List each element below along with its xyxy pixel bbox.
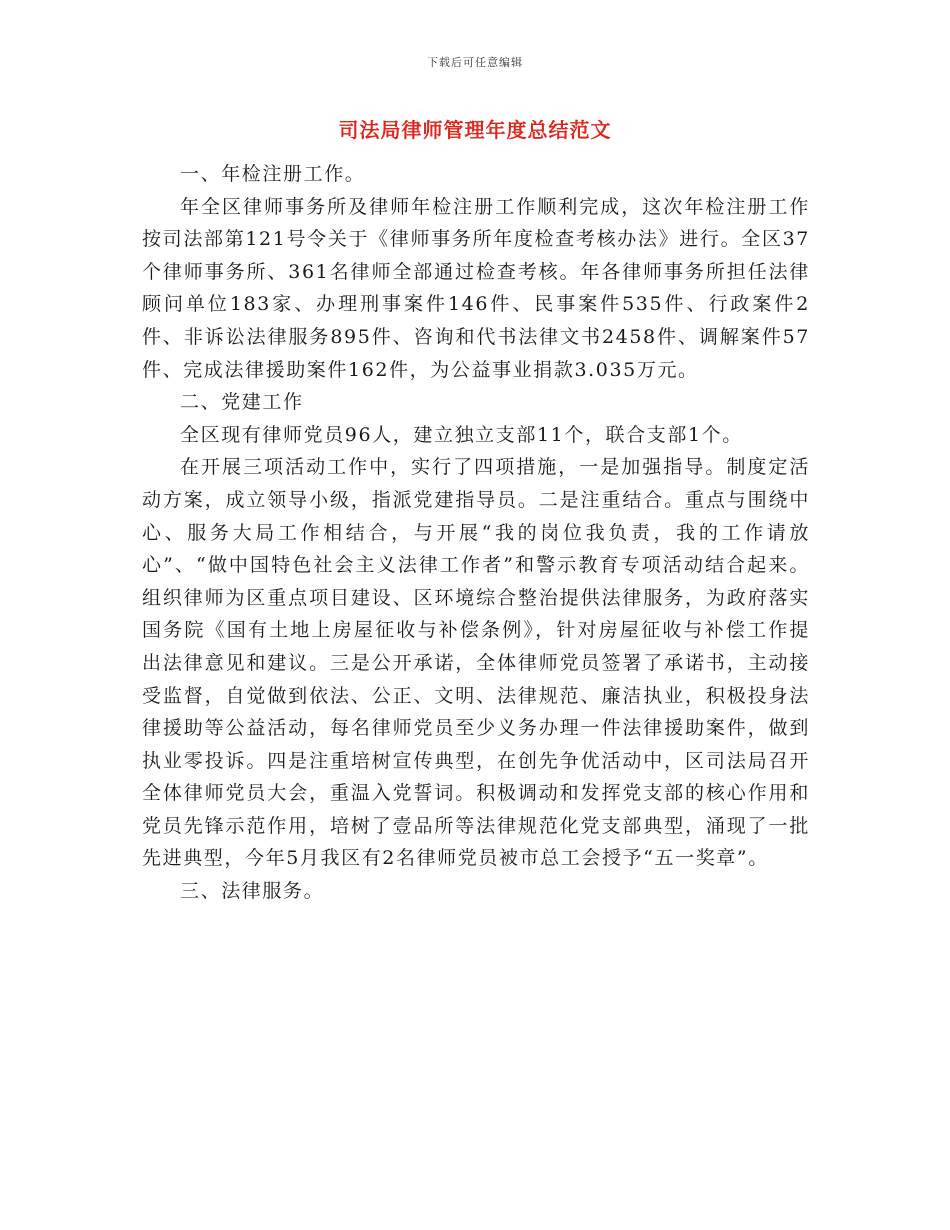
paragraph-annual-registration: 年全区律师事务所及律师年检注册工作顺利完成，这次年检注册工作按司法部第121号令关于《律师事务所年度检查考核办法》进行。全区37个律师事务所、361名律师全部通过检查考核。年各律师事务所担任法律顾问单位183家、办理刑事案件146件、民事案件535件、行政案件2件、非诉讼法律服务895件、咨询和代书法律文书2458件、调解案件57件、完成法律援助案件162件，为公益事业捐款3.035万元。 [142,195,810,381]
paragraph-party-activities: 在开展三项活动工作中，实行了四项措施，一是加强指导。制度定活动方案，成立领导小级，指派党建指导员。二是注重结合。重点与围绕中心、服务大局工作相结合，与开展“我的岗位我负责，我的工作请放心”、“做中国特色社会主义法律工作者”和警示教育专项活动结合起来。组织律师为区重点项目建设、区环境综合整治提供法律服务，为政府落实国务院《国有土地上房屋征收与补偿条例》，针对房屋征收与补偿工作提出法律意见和建议。三是公开承诺，全体律师党员签署了承诺书，主动接受监督，自觉做到依法、公正、文明、法律规范、廉洁执业，积极投身法律援助等公益活动，每名律师党员至少义务办理一件法律援助案件，做到执业零投诉。四是注重培树宣传典型，在创先争优活动中，区司法局召开全体律师党员大会，重温入党誓词。积极调动和发挥党支部的核心作用和党员先锋示范作用，培树了壹品所等法律规范化党支部典型，涌现了一批先进典型，今年5月我区有2名律师党员被市总工会授予“五一奖章”。 [142,456,810,870]
document-body [142,158,810,908]
document-title: 司法局律师管理年度总结范文 [338,118,612,142]
paragraph-party-members: 全区现有律师党员96人，建立独立支部11个，联合支部1个。 [180,423,743,446]
page-header-note: 下载后可任意编辑 [427,56,523,69]
section-heading-annual-registration: 一、年检注册工作。 [180,163,366,185]
section-heading-party-building: 二、党建工作 [180,391,304,414]
section-heading-legal-services: 三、法律服务。 [180,880,325,903]
